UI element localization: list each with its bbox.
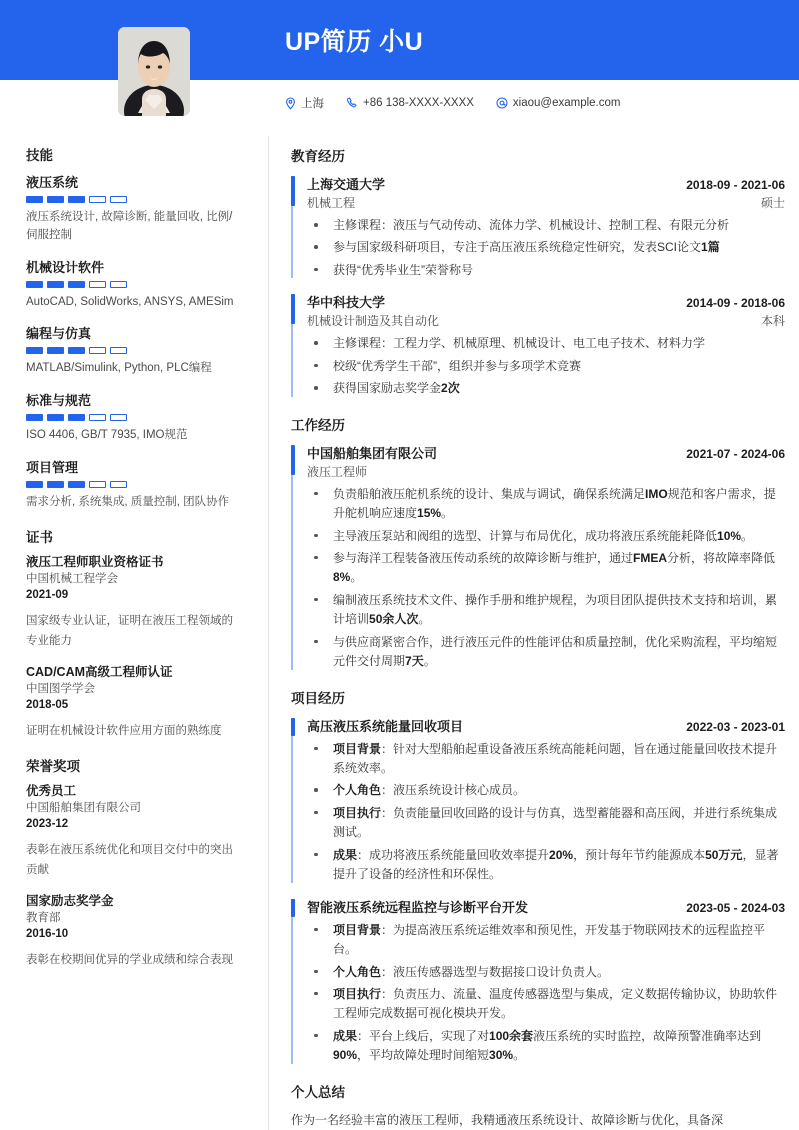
education-list	[291, 174, 785, 399]
work-list	[291, 443, 785, 672]
bullet-list	[307, 921, 785, 1066]
skill-level-segment	[89, 481, 106, 488]
work-heading: 工作经历	[291, 417, 345, 433]
bullet-list	[307, 334, 785, 398]
school-name: 上海交通大学	[307, 177, 386, 192]
skill-level-segment	[47, 196, 64, 203]
contact-location-text: 上海	[301, 98, 324, 110]
skill-level-segment	[89, 347, 106, 354]
education-date: 2014-09 - 2018-06	[686, 296, 785, 311]
bullet-item: 成果：成功将液压系统能量回收效率提升20%，预计每年节约能源成本50万元，显著提升了设备的经济性和环保性。	[307, 846, 785, 885]
job-title: 液压工程师	[307, 464, 368, 479]
skill-keywords: AutoCAD, SolidWorks, ANSYS, AMESim	[26, 295, 234, 308]
project-date: 2022-03 - 2023-01	[686, 719, 785, 734]
bullet-item: 主修课程：工程力学、机械原理、机械设计、电工电子技术、材料力学	[307, 334, 785, 353]
cert-org: 教育部	[26, 911, 61, 924]
entry-header	[307, 174, 785, 193]
skill-item	[26, 390, 242, 445]
skill-level-segment	[110, 281, 127, 288]
cert-title: 优秀员工	[26, 783, 77, 798]
skill-level-segment	[26, 281, 43, 288]
bullet-item: 个人角色：液压系统设计核心成员。	[307, 781, 785, 800]
skill-keywords: MATLAB/Simulink, Python, PLC编程	[26, 362, 212, 375]
cert-desc: 国家级专业认证，证明在液压工程领域的专业能力	[26, 614, 233, 647]
company-name: 中国船舶集团有限公司	[307, 445, 438, 461]
bullet-item: 校级“优秀学生干部”，组织并参与多项学术竞赛	[307, 357, 785, 376]
cert-desc: 表彰在校期间优异的学业成绩和综合表现	[26, 953, 233, 966]
skill-level-segment	[26, 196, 43, 203]
award-item	[26, 783, 242, 880]
cert-org: 中国船舶集团有限公司	[26, 801, 141, 814]
skill-level-segment	[26, 347, 43, 354]
contact-phone	[346, 97, 474, 109]
bullet-item: 成果：平台上线后，实现了对100余套液压系统的实时监控，故障预警准确率达到90%，平均故障处理时间缩短30%。	[307, 1027, 785, 1066]
bullet-item: 主修课程：液压与气动传动、流体力学、机械设计、控制工程、有限元分析	[307, 216, 785, 235]
project-name: 智能液压系统远程监控与诊断平台开发	[307, 899, 529, 915]
major-name: 机械设计制造及其自动化	[307, 314, 440, 329]
skill-item	[26, 257, 242, 312]
skill-level-bars	[26, 281, 242, 288]
certificates-heading: 证书	[26, 529, 53, 545]
cert-title: 国家励志奖学金	[26, 893, 114, 908]
entry-header	[307, 443, 785, 462]
certificate-item	[26, 554, 242, 651]
major-name: 机械工程	[307, 196, 356, 210]
awards-heading: 荣誉奖项	[26, 758, 80, 774]
contact-email-text: xiaou@example.com	[512, 97, 621, 109]
location-pin-icon	[285, 97, 296, 110]
entry-header	[307, 897, 785, 916]
skill-level-segment	[68, 414, 85, 421]
skill-level-segment	[110, 414, 127, 421]
skill-name: 编程与仿真	[26, 326, 92, 342]
skill-level-segment	[68, 481, 85, 488]
entry-header	[307, 716, 785, 735]
phone-icon	[346, 97, 358, 109]
bullet-item: 编制液压系统技术文件、操作手册和维护规程，为项目团队提供技术支持和培训，累计培训50余人次。	[307, 591, 785, 630]
bullet-item: 个人角色：液压传感器选型与数据接口设计负责人。	[307, 963, 785, 982]
skill-level-segment	[47, 281, 64, 288]
bullet-item: 参与国家级科研项目，专注于高压液压系统稳定性研究，发表SCI论文1篇	[307, 238, 785, 257]
skill-level-segment	[68, 347, 85, 354]
skill-keywords: 需求分析, 系统集成, 质量控制, 团队协作	[26, 496, 230, 509]
bullet-item: 与供应商紧密合作，进行液压元件的性能评估和质量控制，优化采购流程，平均缩短元件交付周期7天。	[307, 633, 785, 672]
education-entry	[291, 174, 785, 280]
bullet-list	[307, 216, 785, 280]
work-entry	[291, 443, 785, 672]
award-item	[26, 893, 242, 970]
cert-date: 2023-12	[26, 818, 69, 831]
skill-level-bars	[26, 414, 242, 421]
entry-subheader	[307, 194, 785, 211]
skill-level-segment	[110, 196, 127, 203]
skills-list	[26, 172, 242, 512]
contact-phone-text: +86 138-XXXX-XXXX	[363, 97, 474, 109]
cert-date: 2016-10	[26, 928, 69, 941]
cert-date: 2021-09	[26, 589, 69, 602]
cert-date: 2018-05	[26, 699, 69, 712]
skill-level-bars	[26, 196, 242, 203]
skill-level-segment	[47, 481, 64, 488]
bullet-item: 项目背景：为提高液压系统运维效率和预见性，开发基于物联网技术的远程监控平台。	[307, 921, 785, 960]
skill-level-bars	[26, 481, 242, 488]
project-entry	[291, 716, 785, 885]
sidebar	[0, 130, 268, 983]
certificates-list	[26, 554, 242, 741]
skills-heading: 技能	[26, 148, 53, 163]
bullet-item: 主导液压泵站和阀组的选型、计算与布局优化，成功将液压系统能耗降低10%。	[307, 527, 785, 546]
skill-item	[26, 172, 242, 245]
main-column	[269, 130, 799, 1130]
bullet-item: 参与海洋工程装备液压传动系统的故障诊断与维护，通过FMEA分析，将故障率降低8%。	[307, 549, 785, 588]
skill-name: 机械设计软件	[26, 259, 105, 275]
degree-name: 硕士	[760, 196, 785, 210]
skill-name: 项目管理	[26, 460, 79, 476]
school-name: 华中科技大学	[307, 295, 386, 311]
project-entry	[291, 897, 785, 1066]
education-entry	[291, 292, 785, 398]
contact-email	[496, 97, 621, 109]
bullet-item: 项目执行：负责压力、流量、温度传感器选型与集成，定义数据传输协议，协助软件工程师完成数据可视化模块开发。	[307, 985, 785, 1024]
project-name: 高压液压系统能量回收项目	[307, 718, 464, 734]
skill-item	[26, 323, 242, 378]
cert-desc: 表彰在液压系统优化和项目交付中的突出贡献	[26, 843, 233, 876]
education-heading: 教育经历	[291, 149, 345, 164]
skill-level-segment	[110, 481, 127, 488]
bullet-item: 获得“优秀毕业生”荣誉称号	[307, 261, 785, 280]
bullet-item: 负责船舶液压舵机系统的设计、集成与调试，确保系统满足IMO规范和客户需求，提升舵机响应速度15%。	[307, 485, 785, 524]
cert-title: CAD/CAM高级工程师认证	[26, 664, 173, 679]
summary-text: 作为一名经验丰富的液压工程师，我精通液压系统设计、故障诊断与优化，具备深	[291, 1112, 724, 1127]
skill-level-segment	[47, 347, 64, 354]
bullet-list	[307, 485, 785, 672]
skill-keywords: 液压系统设计, 故障诊断, 能量回收, 比例/伺服控制	[26, 211, 233, 241]
entry-subheader	[307, 463, 785, 480]
work-date: 2021-07 - 2024-06	[686, 446, 785, 461]
cert-org: 中国图学学会	[26, 682, 95, 695]
projects-heading: 项目经历	[291, 690, 345, 706]
education-date: 2018-09 - 2021-06	[686, 178, 785, 192]
page-title: UP简历 小U	[285, 28, 424, 56]
skill-level-segment	[89, 196, 106, 203]
certificate-item	[26, 664, 242, 741]
skill-level-segment	[47, 414, 64, 421]
skill-level-segment	[89, 281, 106, 288]
skill-level-segment	[110, 347, 127, 354]
project-date: 2023-05 - 2024-03	[686, 900, 785, 915]
email-at-icon	[496, 97, 508, 109]
bullet-item: 项目执行：负责能量回收回路的设计与仿真，选型蓄能器和高压阀，并进行系统集成测试。	[307, 804, 785, 843]
skill-level-segment	[68, 196, 85, 203]
awards-list	[26, 783, 242, 970]
bullet-list	[307, 740, 785, 885]
skill-level-bars	[26, 347, 242, 354]
bullet-item: 获得国家励志奖学金2次	[307, 379, 785, 398]
cert-desc: 证明在机械设计软件应用方面的熟练度	[26, 724, 222, 737]
resume-body	[0, 126, 799, 1130]
contact-location	[285, 95, 324, 111]
skill-level-segment	[26, 414, 43, 421]
entry-header	[307, 292, 785, 311]
summary-heading: 个人总结	[291, 1084, 345, 1100]
avatar	[118, 27, 190, 116]
bullet-item: 项目背景：针对大型船舶起重设备液压系统高能耗问题，旨在通过能量回收技术提升系统效率。	[307, 740, 785, 779]
cert-org: 中国机械工程学会	[26, 572, 118, 585]
skill-keywords: ISO 4406, GB/T 7935, IMO规范	[26, 429, 188, 442]
skill-item	[26, 457, 242, 512]
skill-level-segment	[26, 481, 43, 488]
skill-name: 标准与规范	[26, 393, 92, 409]
skill-level-segment	[68, 281, 85, 288]
cert-title: 液压工程师职业资格证书	[26, 554, 164, 569]
degree-name: 本科	[760, 314, 785, 329]
skill-level-segment	[89, 414, 106, 421]
entry-subheader	[307, 312, 785, 329]
skill-name: 液压系统	[26, 175, 79, 190]
projects-list	[291, 716, 785, 1066]
